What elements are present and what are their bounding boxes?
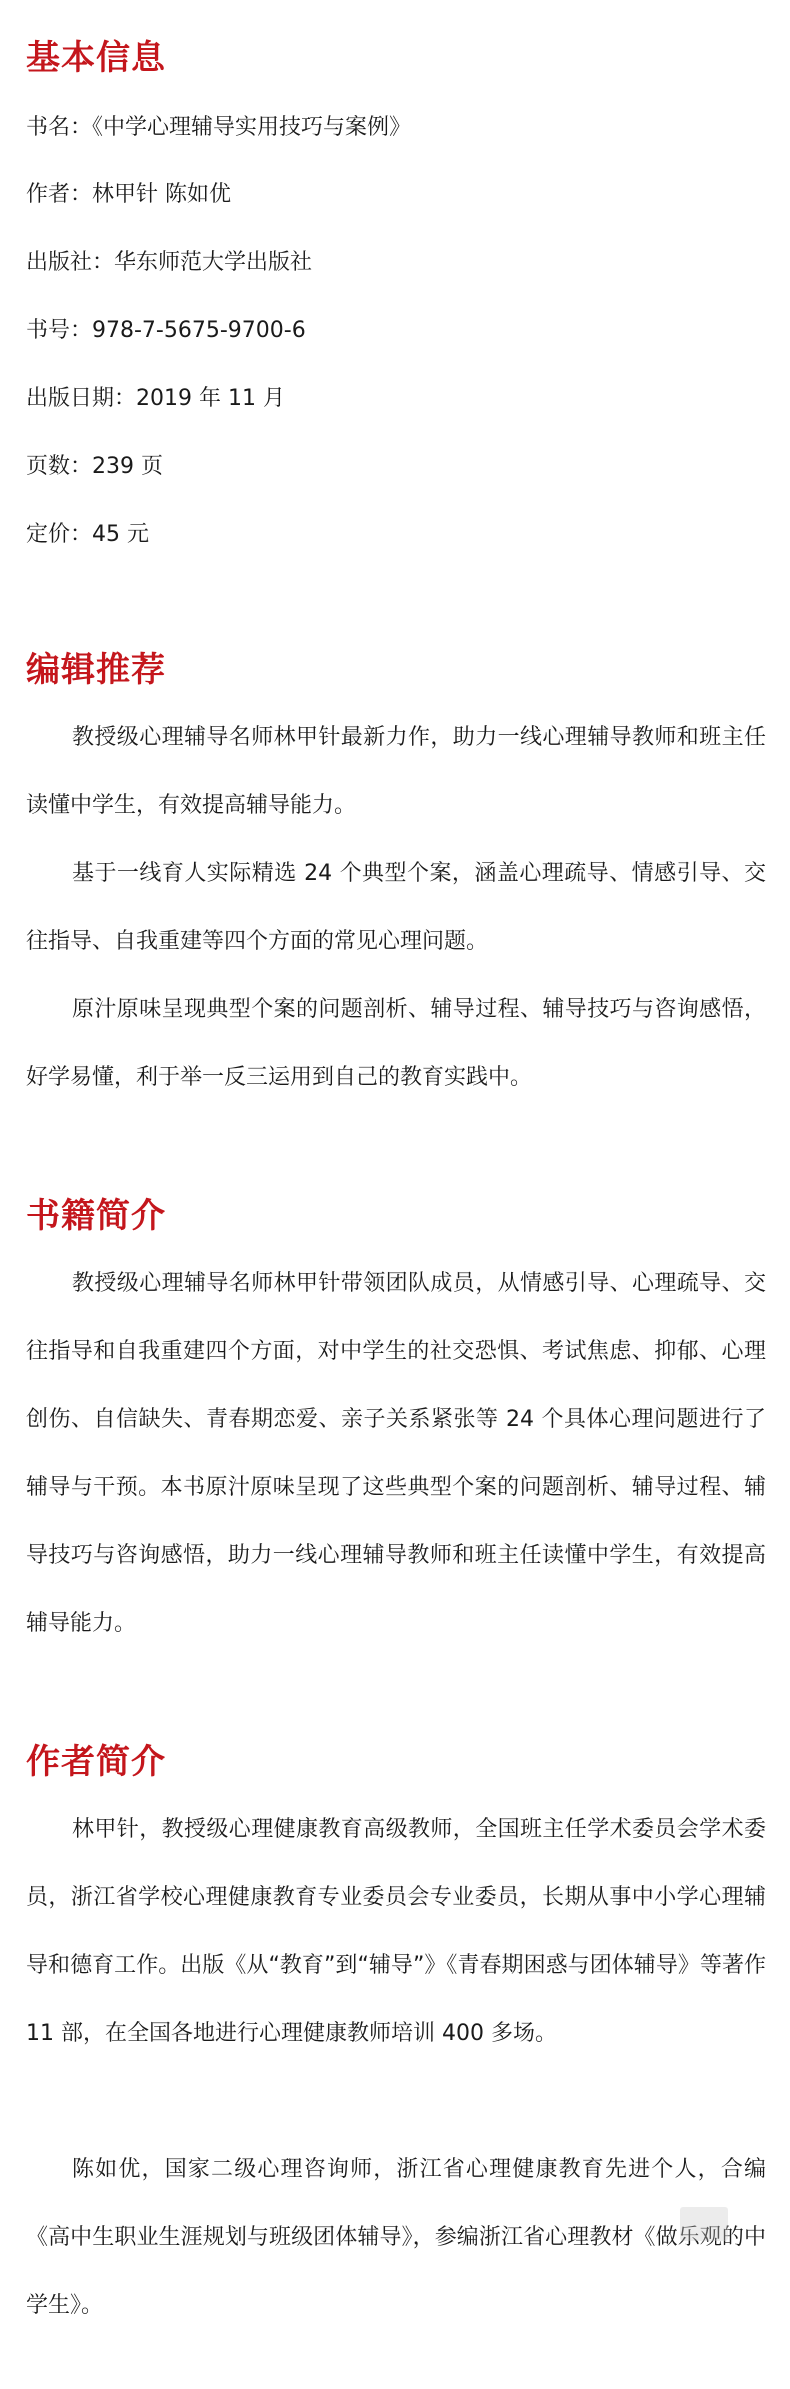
recommend-paragraph: 原汁原味呈现典型个案的问题剖析、辅导过程、辅导技巧与咨询感悟，好学易懂，利于举一反三运用到自己的教育实践中。: [26, 997, 766, 1090]
publisher-line: 出版社：华东师范大学出版社: [26, 250, 313, 275]
author-paragraph: 陈如优，国家二级心理咨询师，浙江省心理健康教育先进个人，合编《高中生职业生涯规划与班级团体辅导》，参编浙江省心理教材《做乐观的中学生》。: [26, 2157, 766, 2318]
author-intro-heading: 作者简介: [26, 1742, 166, 1782]
basic-info-heading: 基本信息: [26, 38, 166, 78]
publish-date-line: 出版日期：2019 年 11 月: [26, 386, 285, 411]
page-count-line: 页数：239 页: [26, 454, 163, 479]
intro-paragraph: 教授级心理辅导名师林甲针带领团队成员，从情感引导、心理疏导、交往指导和自我重建四个方面，对中学生的社交恐惧、考试焦虑、抑郁、心理创伤、自信缺失、青春期恋爱、亲子关系紧张等 24 个具体心理问题进行了辅导与干预。本书原汁原味呈现了这些典型个案的问题剖析、辅导过程、辅导技巧与咨询感悟，助力一线心理辅导教师和班主任读懂中学生，有效提高辅导能力。: [26, 1271, 766, 1636]
price-line: 定价：45 元: [26, 522, 149, 547]
recommend-paragraph: 教授级心理辅导名师林甲针最新力作，助力一线心理辅导教师和班主任读懂中学生，有效提高辅导能力。: [26, 725, 766, 818]
watermark-blur: [680, 2207, 728, 2241]
isbn-line: 书号：978-7-5675-9700-6: [26, 318, 306, 343]
editor-recommend-heading: 编辑推荐: [26, 650, 166, 690]
book-intro-heading: 书籍简介: [26, 1196, 166, 1236]
recommend-paragraph: 基于一线育人实际精选 24 个典型个案，涵盖心理疏导、情感引导、交往指导、自我重建等四个方面的常见心理问题。: [26, 861, 766, 954]
author-paragraph: 林甲针，教授级心理健康教育高级教师，全国班主任学术委员会学术委员，浙江省学校心理健康教育专业委员会专业委员，长期从事中小学心理辅导和德育工作。出版《从“教育”到“辅导”》《青春期困惑与团体辅导》等著作 11 部，在全国各地进行心理健康教师培训 400 多场。: [26, 1817, 766, 2046]
author-line: 作者：林甲针 陈如优: [26, 182, 231, 207]
book-title-line: 书名：《中学心理辅导实用技巧与案例》: [26, 115, 412, 140]
